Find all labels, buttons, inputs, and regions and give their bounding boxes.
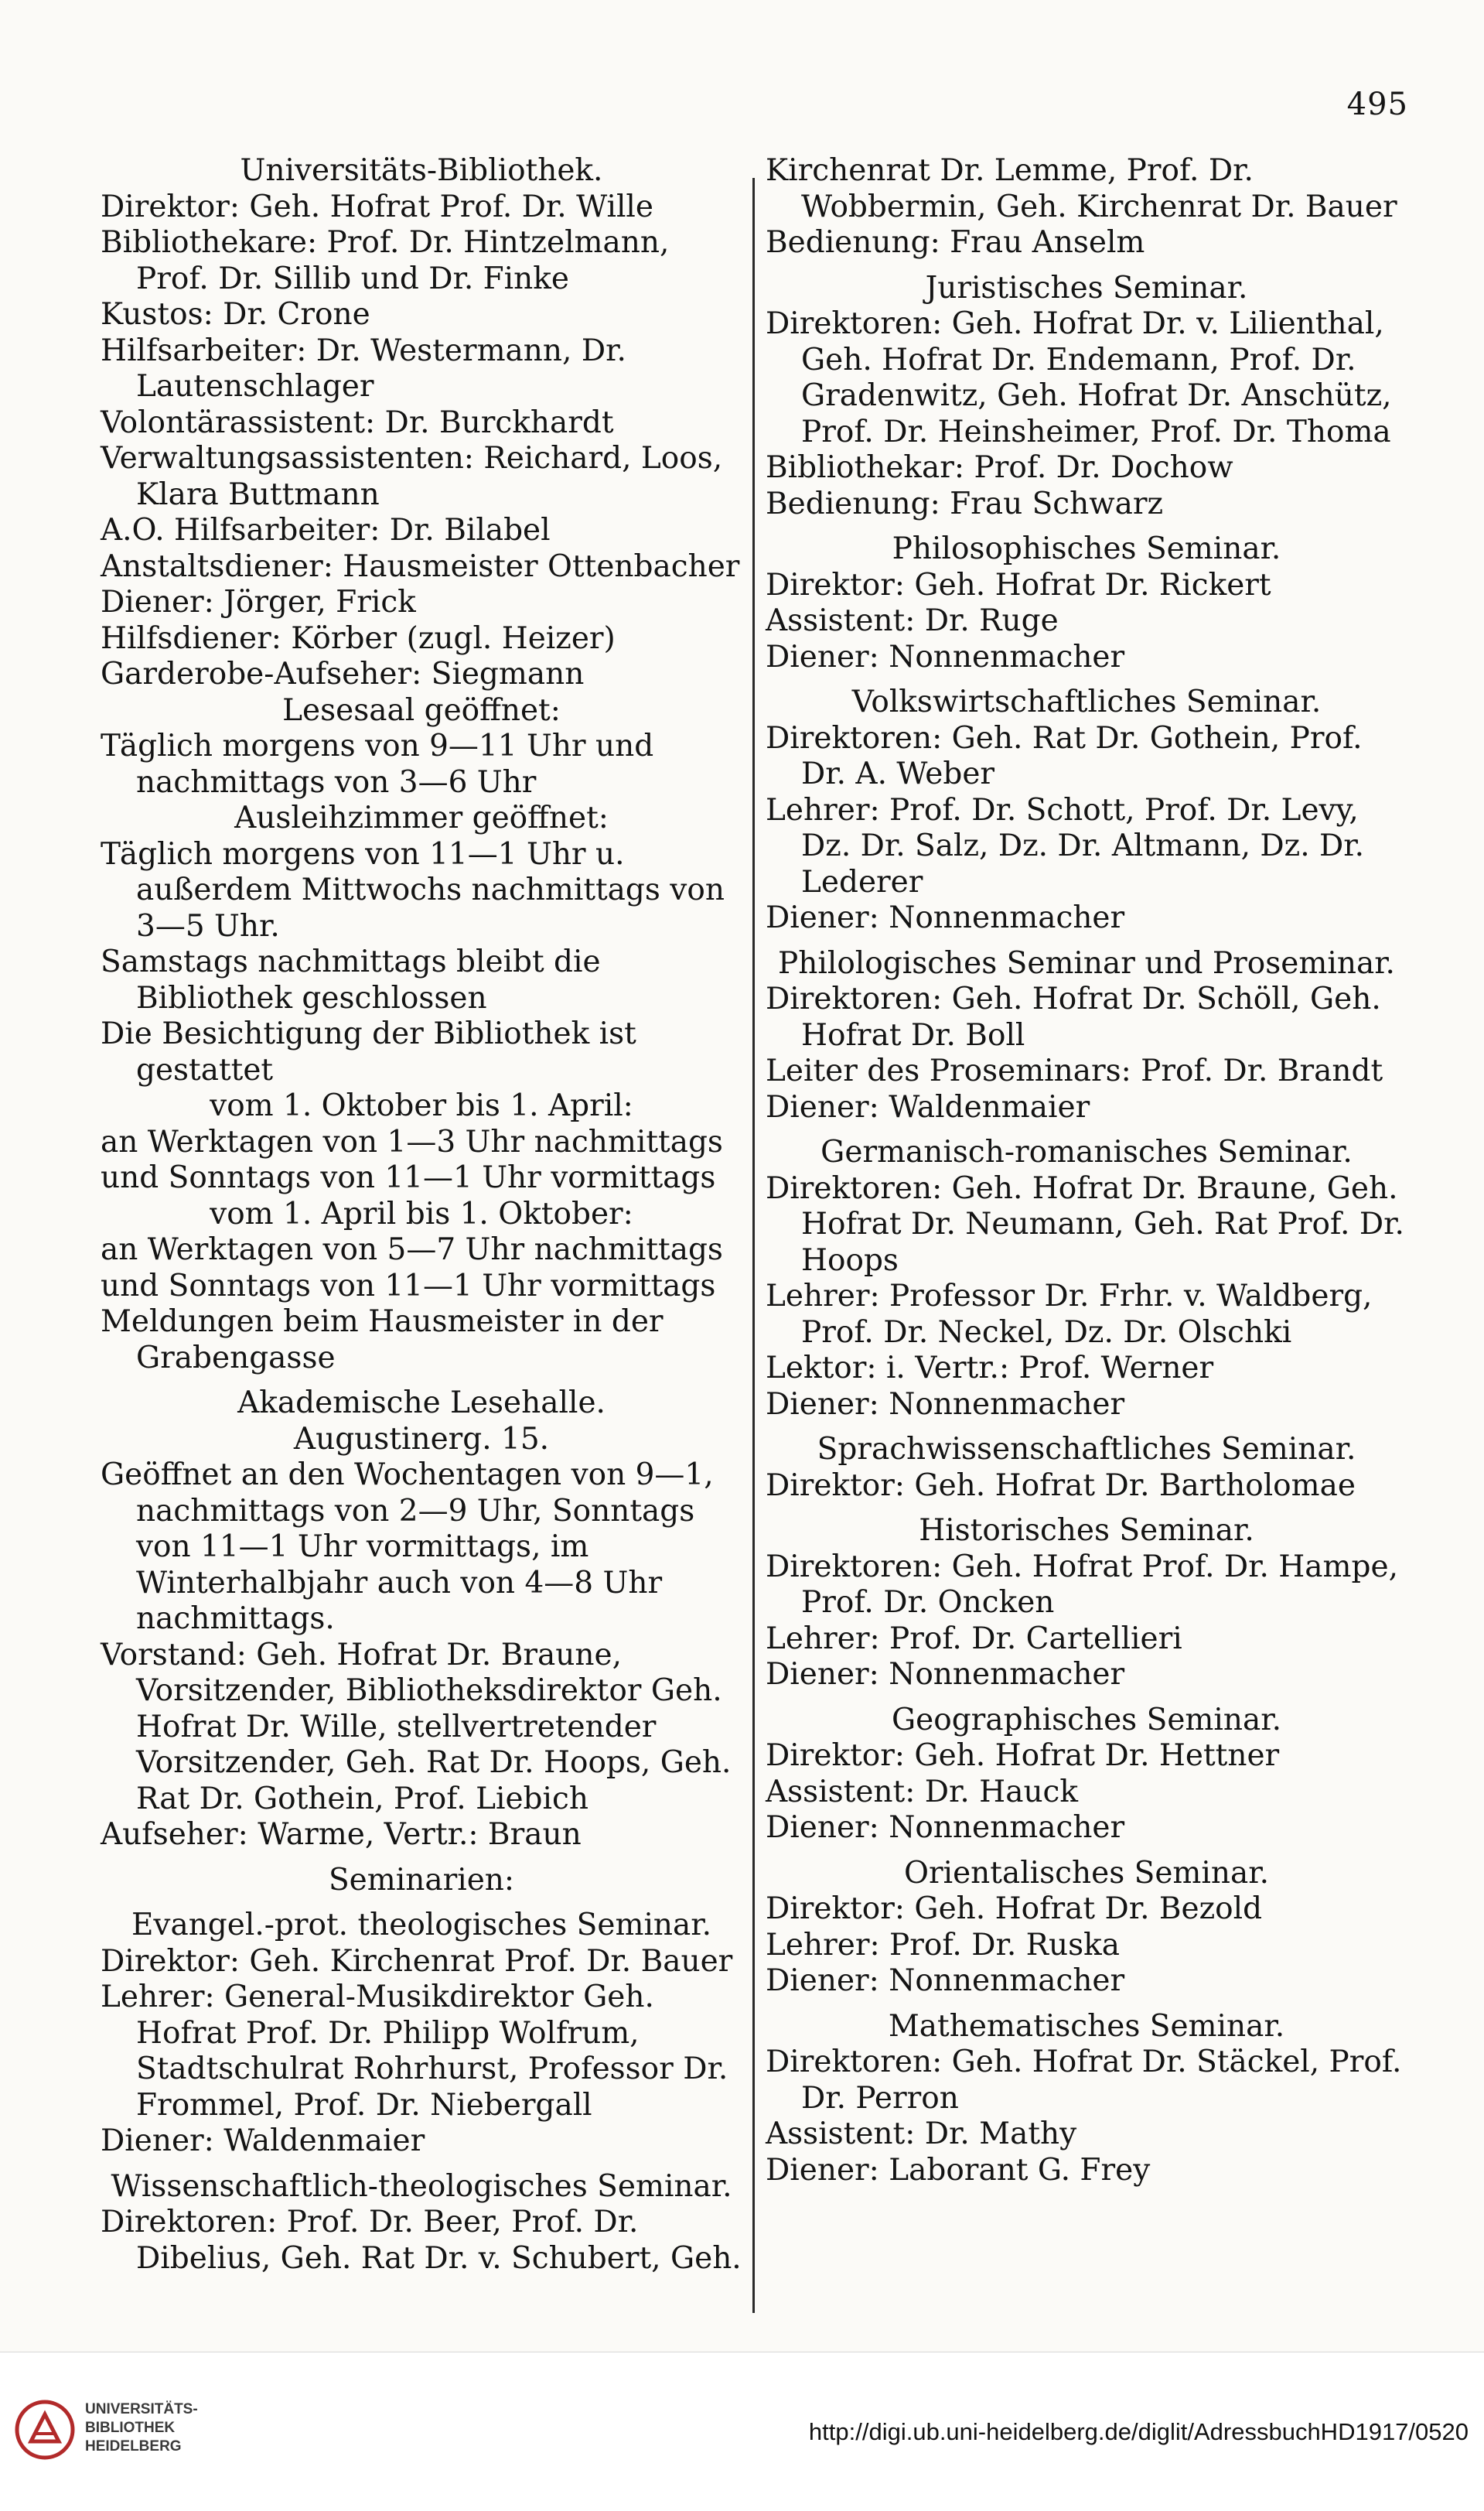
centered-line: vom 1. Oktober bis 1. April: [210, 1088, 633, 1123]
entry-line: Leiter des Proseminars: Prof. Dr. Brandt [766, 1054, 1383, 1088]
section-heading: Germanisch-romanisches Seminar. [820, 1135, 1353, 1170]
entry-line: Assistent: Dr. Ruge [766, 603, 1059, 638]
section-heading: Geographisches Seminar. [892, 1702, 1281, 1737]
logo-line-1: UNIVERSITÄTS- [85, 2401, 198, 2417]
entry-line: Geöffnet an den Wochentagen von 9—1, nachmittags von 2—9 Uhr, Sonntags von 11—1 Uhr vormittags, im Winterhalbjahr auch von 4—8 Uhr nachmittags. [101, 1457, 714, 1636]
entry-line: Direktoren: Geh. Rat Dr. Gothein, Prof. Dr. A. Weber [766, 720, 1363, 791]
section-heading: Historisches Seminar. [919, 1513, 1254, 1548]
entry-line: Anstaltsdiener: Hausmeister Ottenbacher [101, 548, 740, 584]
entry-line: Lehrer: Prof. Dr. Ruska [766, 1927, 1121, 1963]
section-heading: Sprachwissenschaftliches Seminar. [817, 1432, 1356, 1467]
entry-line: Direktoren: Geh. Hofrat Dr. v. Lilienthal, Geh. Hofrat Dr. Endemann, Prof. Dr. Gradenwitz, Geh. Hofrat Dr. Anschütz, Prof. Dr. Heinsheimer, Prof. Dr. Thoma [766, 306, 1392, 449]
entry-line: Lektor: i. Vertr.: Prof. Werner [766, 1351, 1214, 1385]
section-heading: Juristisches Seminar. [925, 270, 1248, 306]
centered-line: Augustinerg. 15. [293, 1421, 550, 1457]
entry-line: Bibliothekar: Prof. Dr. Dochow [766, 450, 1233, 485]
entry-line: Hilfsarbeiter: Dr. Westermann, Dr. Lautenschlager [101, 333, 626, 404]
page-number: 495 [1346, 87, 1408, 122]
centered-line: vom 1. April bis 1. Oktober: [210, 1196, 633, 1232]
entry-line: Direktoren: Geh. Hofrat Dr. Schöll, Geh. Hofrat Dr. Boll [766, 982, 1381, 1053]
logo-line-3: HEIDELBERG [85, 2438, 182, 2455]
right-column [766, 153, 1407, 2188]
entry-line: Diener: Nonnenmacher [766, 1657, 1125, 1692]
entry-line: Lehrer: General-Musikdirektor Geh. Hofrat Prof. Dr. Philipp Wolfrum, Stadtschulrat Rohrhurst, Professor Dr. Frommel, Prof. Dr. Niebergall [101, 1980, 728, 2123]
entry-line: Lehrer: Prof. Dr. Schott, Prof. Dr. Levy, Dz. Dr. Salz, Dz. Dr. Altmann, Dz. Dr. Lederer [766, 792, 1365, 900]
entry-line: Assistent: Dr. Hauck [766, 1774, 1079, 1809]
entry-line: Kustos: Dr. Crone [101, 297, 370, 332]
entry-line: Täglich morgens von 11—1 Uhr u. außerdem Mittwochs nachmittags von 3—5 Uhr. [101, 836, 725, 944]
source-url-link[interactable]: http://digi.ub.uni-heidelberg.de/diglit/AdressbuchHD1917/0520 [808, 2418, 1469, 2445]
entry-line: Diener: Waldenmaier [766, 1089, 1090, 1125]
entry-line: Aufseher: Warme, Vertr.: Braun [101, 1817, 582, 1852]
library-logo-text [85, 2400, 198, 2456]
entry-line: und Sonntags von 11—1 Uhr vormittags [101, 1268, 716, 1303]
entry-line: Samstags nachmittags bleibt die Bibliothek geschlossen [101, 945, 601, 1016]
entry-line: Direktor: Geh. Kirchenrat Prof. Dr. Bauer [101, 1943, 733, 1979]
section-heading: Mathematisches Seminar. [888, 2008, 1285, 2044]
section-heading: Philologisches Seminar und Proseminar. [778, 945, 1395, 981]
entry-line: Lehrer: Prof. Dr. Cartellieri [766, 1621, 1182, 1656]
entry-line: Bibliothekare: Prof. Dr. Hintzelmann, Prof. Dr. Sillib und Dr. Finke [101, 225, 670, 296]
entry-line: Meldungen beim Hausmeister in der Grabengasse [101, 1304, 664, 1375]
section-heading: Evangel.-prot. theologisches Seminar. [131, 1908, 712, 1942]
entry-line: Garderobe-Aufseher: Siegmann [101, 657, 585, 692]
section-heading: Philosophisches Seminar. [892, 531, 1281, 566]
entry-line: Täglich morgens von 9—11 Uhr und nachmittags von 3—6 Uhr [101, 729, 654, 800]
entry-line: Die Besichtigung der Bibliothek ist gestattet [101, 1016, 636, 1088]
entry-line: Hilfsdiener: Körber (zugl. Heizer) [101, 620, 616, 656]
entry-line: Verwaltungsassistenten: Reichard, Loos, Klara Buttmann [101, 441, 723, 512]
centered-line: Lesesaal geöffnet: [282, 692, 561, 728]
entry-line: Diener: Waldenmaier [101, 2123, 425, 2158]
section-heading: Orientalisches Seminar. [904, 1855, 1269, 1891]
entry-line: Direktoren: Geh. Hofrat Prof. Dr. Hampe, Prof. Dr. Oncken [766, 1549, 1398, 1620]
entry-line: Diener: Jörger, Frick [101, 585, 416, 620]
entry-line: an Werktagen von 5—7 Uhr nachmittags [101, 1232, 723, 1267]
entry-line: Direktoren: Geh. Hofrat Dr. Stäckel, Prof. Dr. Perron [766, 2045, 1402, 2116]
entry-line: A.O. Hilfsarbeiter: Dr. Bilabel [101, 513, 551, 548]
entry-line: Direktoren: Prof. Dr. Beer, Prof. Dr. Dibelius, Geh. Rat Dr. v. Schubert, Geh. [101, 2205, 742, 2276]
entry-line: Diener: Nonnenmacher [766, 1963, 1125, 1998]
centered-line: Ausleihzimmer geöffnet: [234, 801, 609, 835]
entry-line: Bedienung: Frau Anselm [766, 225, 1145, 260]
section-heading: Volkswirtschaftliches Seminar. [851, 685, 1322, 719]
entry-line: Direktor: Geh. Hofrat Dr. Bartholomae [766, 1467, 1356, 1503]
entry-line: Assistent: Dr. Mathy [766, 2116, 1077, 2151]
entry-line: an Werktagen von 1—3 Uhr nachmittags [101, 1124, 723, 1160]
entry-line: Diener: Laborant G. Frey [766, 2152, 1151, 2188]
entry-line: Direktor: Geh. Hofrat Prof. Dr. Wille [101, 189, 653, 224]
section-heading: Universitäts-Bibliothek. [240, 153, 603, 188]
column-divider [752, 178, 755, 2313]
section-heading: Wissenschaftlich-theologisches Seminar. [111, 2168, 732, 2204]
library-logo-icon [14, 2399, 76, 2461]
entry-line: Direktor: Geh. Hofrat Dr. Hettner [766, 1738, 1280, 1773]
entry-line: Direktor: Geh. Hofrat Dr. Bezold [766, 1891, 1263, 1926]
entry-line: Direktoren: Geh. Hofrat Dr. Braune, Geh. Hofrat Dr. Neumann, Geh. Rat Prof. Dr. Hoops [766, 1170, 1404, 1278]
entry-line: Direktor: Geh. Hofrat Dr. Rickert [766, 567, 1271, 603]
entry-line: Lehrer: Professor Dr. Frhr. v. Waldberg, Prof. Dr. Neckel, Dz. Dr. Olschki [766, 1279, 1373, 1350]
entry-line: Diener: Nonnenmacher [766, 900, 1125, 935]
section-heading: Akademische Lesehalle. [237, 1385, 606, 1420]
entry-line: Diener: Nonnenmacher [766, 1810, 1125, 1845]
entry-line: Bedienung: Frau Schwarz [766, 486, 1164, 521]
entry-line: Diener: Nonnenmacher [766, 1386, 1125, 1422]
left-column [101, 153, 742, 2277]
entry-line: und Sonntags von 11—1 Uhr vormittags [101, 1160, 716, 1195]
entry-line: Volontärassistent: Dr. Burckhardt [101, 405, 614, 440]
section-heading: Seminarien: [328, 1862, 515, 1898]
entry-line: Diener: Nonnenmacher [766, 639, 1125, 675]
entry-line: Kirchenrat Dr. Lemme, Prof. Dr. Wobbermin, Geh. Kirchenrat Dr. Bauer [766, 153, 1397, 224]
entry-line: Vorstand: Geh. Hofrat Dr. Braune, Vorsitzender, Bibliotheksdirektor Geh. Hofrat Dr. Wille, stellvertretender Vorsitzender, Geh. Rat Dr. Hoops, Geh. Rat Dr. Gothein, Prof. Liebich [101, 1637, 732, 1816]
footer-bar [0, 2352, 1484, 2511]
logo-line-2: BIBLIOTHEK [85, 2420, 176, 2436]
